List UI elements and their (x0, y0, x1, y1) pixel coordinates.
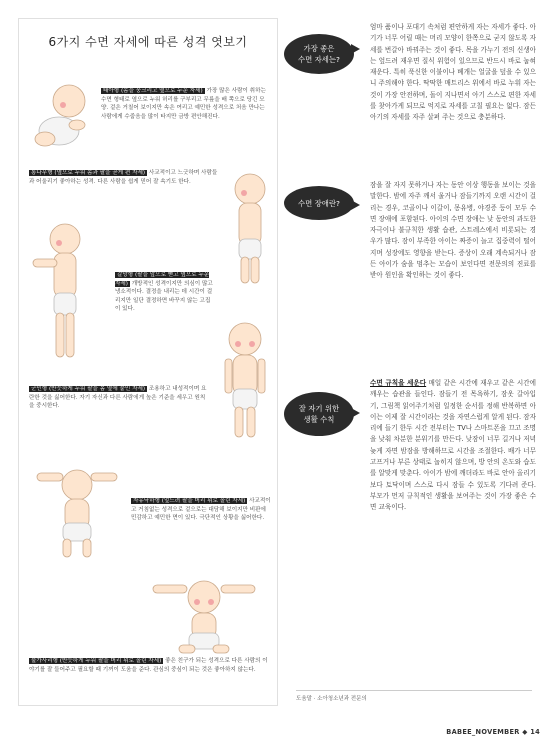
posture-3-label: 갈망형 (팔을 앞으로 뻗고 옆으로 누운 자세) (115, 272, 210, 287)
posture-5-label: 자유낙하형 (엎드려 팔을 머리 위로 올린 자세) (133, 498, 246, 504)
posture-box-title: 6가지 수면 자세에 따른 성격 엿보기 (48, 35, 248, 49)
baby-soldier-illustration (215, 319, 275, 443)
baby-fetal-illustration (25, 79, 99, 155)
posture-2-label: 통나무형 (옆으로 누워 몸과 팔을 곧게 편 자세) (31, 170, 146, 176)
bubble-best-posture-text: 가장 좋은 수면 자세는? (298, 44, 340, 64)
posture-5-text (131, 497, 271, 585)
posture-6-text (29, 657, 269, 697)
page-footer: BABEE_NOVEMBER ◆ 14 (446, 728, 540, 736)
posture-1-desc: 가장 많은 사람이 취하는 수면 형태로 옆으로 누워 허리를 구부리고 무릎을 배 쪽으로 당긴 모양. 겉은 거칠어 보이지만 속은 여리고 예민한 성격으로 처음 만나는 사람에게 수줍음을 많이 타지만 금방 편안해진다. (101, 88, 266, 120)
bubble-sleep-rules-text: 잘 자기 위한 생활 수칙 (298, 404, 340, 424)
posture-6-label: 불가사리형 (반듯하게 누워 팔을 머리 위로 올린 자세) (31, 658, 162, 664)
section-best-posture-text (370, 22, 536, 170)
baby-yearner-illustration (25, 219, 111, 365)
bubble-sleep-disorder (284, 186, 354, 220)
posture-6-desc: 좋은 친구가 되는 성격으로 다른 사람의 이야기를 잘 들어주고 필요할 때 기꺼이 도움을 준다. 관심의 중심이 되는 것은 좋아하지 않는다. (29, 658, 268, 673)
bubble-sleep-rules (284, 392, 354, 436)
section-sleep-rules-text (370, 378, 536, 684)
posture-4-desc: 조용하고 내성적이며 요란한 것을 싫어한다. 자기 자신과 다른 사람에게 높은 기준을 세우고 원칙을 중시한다. (29, 386, 207, 410)
bubble-sleep-disorder-text: 수면 장애란? (298, 198, 340, 208)
posture-2-desc: 사교적이고 느긋하며 사람들과 어울리기 좋아하는 성격. 다른 사람을 쉽게 믿어 잘 속기도 한다. (29, 170, 218, 185)
posture-1-label: 태아형 (몸을 웅크리고 옆으로 누운 자세) (103, 88, 203, 94)
bubble-best-posture (284, 34, 354, 74)
posture-2-text (29, 169, 219, 213)
section-sleep-disorder-text (370, 180, 536, 360)
baby-freefall-illustration (27, 459, 127, 559)
posture-3-text (115, 271, 215, 371)
posture-4-label: 군인형 (반듯하게 누워 팔을 몸 옆에 붙인 자세) (31, 386, 146, 392)
posture-1-text (101, 87, 271, 165)
baby-starfish-illustration (139, 575, 269, 667)
best-posture-body: 엄마 품이나 포대기 속처럼 편안하게 자는 자세가 좋다. 아기가 너무 어릴 때는 머리 모양이 한쪽으로 굳지 않도록 자세를 번갈아 바꿔주는 것이 좋다. 목을 가누기 전의 신생아는 엎드려 재우면 질식 위험이 있으므로 반드시 바로 눕혀 재운다. 특히 푹신한 이불이나 베개는 얼굴을 덮을 수 있으니 주의해야 한다. 딱딱한 매트리스 위에서 바로 누워 자는 것이 가장 안전하며, 돌이 지나면서 아기 스스로 편한 자세를 찾아가게 되므로 억지로 자세를 고칠 필요는 없다. 잠든 아기의 자세를 자주 살펴 주는 것으로 충분하다. (370, 23, 536, 122)
sleep-posture-box (18, 18, 278, 706)
baby-log-illustration (225, 169, 275, 289)
posture-5-desc: 사교적이고 거침없는 성격으로 겉으로는 대담해 보이지만 비판에 민감하고 예민한 면이 있다. 극단적인 상황을 싫어한다. (131, 498, 271, 522)
sleep-rules-body: 매일 같은 시간에 재우고 같은 시간에 깨우는 습관을 들인다. 잠들기 전 목욕하기, 잠옷 갈아입기, 그림책 읽어주기처럼 일정한 순서를 정해 반복하면 아이는 이제 잘 시간이라는 것을 자연스럽게 알게 된다. 잠자리에 들기 한두 시간 전부터는 TV나 스마트폰을 끄고 조명을 낮춰 차분한 분위기를 만든다. 낮잠이 너무 길거나 저녁 늦게 자면 밤잠을 방해하므로 시간을 조절한다. 배가 너무 고프거나 부른 상태로 눕히지 않으며, 방 안의 온도와 습도를 알맞게 맞춘다. 아이가 밤에 깨더라도 바로 안아 올리기보다 토닥이며 스스로 다시 잠들 수 있도록 기다려 준다. 부모가 먼저 규칙적인 생활을 보여주는 것이 가장 좋은 수면 교육이다. (370, 379, 536, 512)
posture-3-desc: 개방적인 성격이지만 의심이 많고 냉소적이다. 결정을 내리는 데 시간이 걸리지만 일단 결정하면 바꾸지 않는 고집이 있다. (115, 280, 213, 313)
credit-line: 도움말 · 소아청소년과 전문의 (296, 690, 532, 702)
sleep-rules-highlight: 수면 규칙을 세운다 (370, 379, 427, 387)
sleep-disorder-body: 잠을 잘 자지 못하거나 자는 동안 이상 행동을 보이는 것을 말한다. 밤에 자주 깨서 울거나 잠들기까지 오랜 시간이 걸리는 경우, 코골이나 이갈이, 몽유병, 야경증 등이 모두 수면 장애에 포함된다. 아이의 수면 장애는 낮 동안의 과도한 자극이나 불규칙한 생활 습관, 스트레스에서 비롯되는 경우가 많다. 잠이 부족한 아이는 짜증이 늘고 집중력이 떨어지며 성장에도 영향을 받는다. 증상이 오래 계속되거나 잠든 아이가 숨을 멈추는 모습이 보인다면 전문의의 진료를 받아 원인을 확인하는 것이 좋다. (370, 181, 536, 280)
posture-4-text (29, 385, 209, 445)
